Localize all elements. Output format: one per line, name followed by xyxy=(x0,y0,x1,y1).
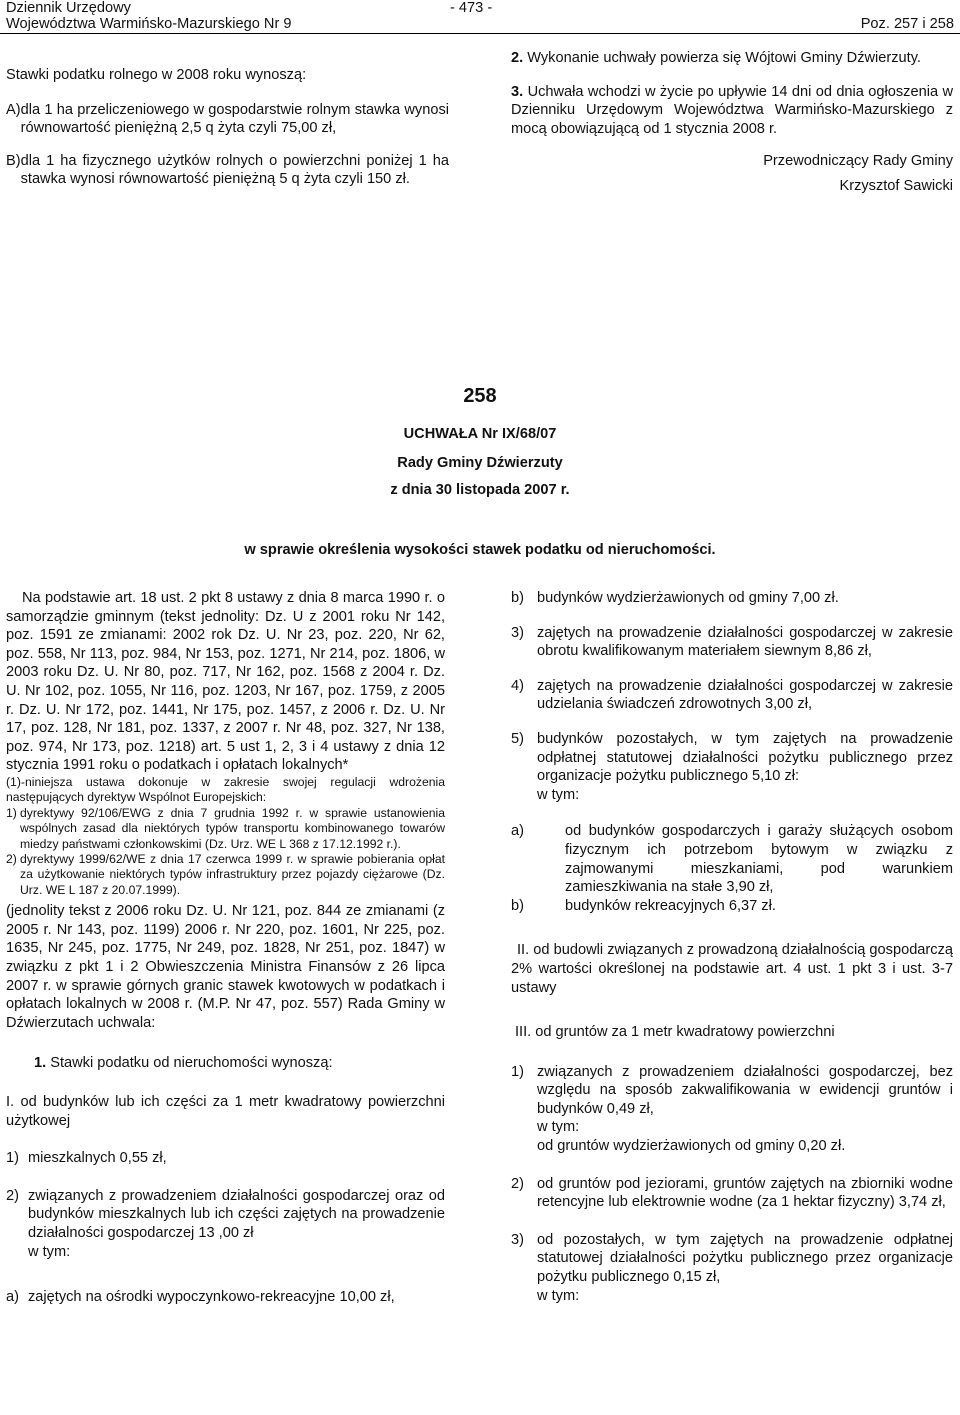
act-issuer: Rady Gminy Dźwierzuty xyxy=(397,455,563,471)
item-I-2 xyxy=(6,1187,445,1243)
act-subject: w sprawie określenia wysokości stawek podatku od nieruchomości. xyxy=(244,542,716,558)
section-text: Stawki podatku od nieruchomości wynoszą: xyxy=(50,1055,333,1072)
section-text: Uchwała wchodzi w życie po upływie 14 dni od dnia ogłoszenia w Dzienniku Urzędowym Województwa Warmińsko-Mazurskiego z mocą obowiązującą od 1 stycznia 2008 r. xyxy=(511,83,953,137)
footnote-intro: (1)-niniejsza ustawa dokonuje w zakresie swojej regulacji wdrożenia następujących dyrektyw Wspólnot Europejskich: xyxy=(6,774,445,805)
item-label: A) xyxy=(6,101,21,118)
item-III-1 xyxy=(511,1063,953,1119)
category-III: III. od gruntów za 1 metr kwadratowy powierzchni xyxy=(515,1024,835,1041)
rate-item-b xyxy=(6,152,449,189)
main-right-column xyxy=(511,589,953,1305)
item-III-1-sub: od gruntów wydzierżawionych od gminy 0,20 zł. xyxy=(537,1138,846,1155)
item-text: budynków wydzierżawionych od gminy 7,00 zł. xyxy=(537,590,839,606)
item-I-2-a xyxy=(6,1288,445,1307)
header-rule xyxy=(0,33,960,34)
footnote-label: 1) xyxy=(6,805,17,820)
item-label: a) xyxy=(6,1289,19,1306)
section-1 xyxy=(6,1054,445,1073)
act-number: 258 xyxy=(463,385,497,407)
item-text: od gruntów pod jeziorami, gruntów zajętych na zbiorniki wodne retencyjne lub elektrownie wodne (za 1 hektar fizyczny) 3,74 zł, xyxy=(537,1175,953,1211)
item-text: zajętych na ośrodki wypoczynkowo-rekreacyjne 10,00 zł, xyxy=(28,1289,395,1306)
main-left-column xyxy=(6,589,445,1307)
position-ref: Poz. 257 i 258 xyxy=(860,16,954,32)
section-number: 2. xyxy=(511,50,524,66)
item-label: 3) xyxy=(511,1231,524,1248)
item-text: zajętych na prowadzenie działalności gospodarczej w zakresie obrotu kwalifikowanym materiałem siewnym 8,86 zł, xyxy=(537,624,953,660)
legal-basis-continued: (jednolity tekst z 2006 roku Dz. U. Nr 121, poz. 844 ze zmianami (z 2005 r. Nr 143, poz. 1199) 2006 r. Nr 220, poz. 1601, Nr 225, poz. 1635, Nr 245, poz. 1775, Nr 249, poz. 1828, Nr 251, poz. 1847) w związku z pkt 1 i 2 Obwieszczenia Ministra Finansów z 26 lipca 2007 r. w sprawie górnych granic stawek kwotowych w podatkach i opłatach lokalnych w 2008 r. (M.P. Nr 47, poz. 557) Rada Gminy w Dźwierzutach uchwala: xyxy=(6,903,445,1031)
footnote-text: dyrektywy 1999/62/WE z dnia 17 czerwca 1999 r. w sprawie pobierania opłat za użytkowanie niektórych typów infrastruktury przez pojazdy ciężarowe (Dz. Urz. WE L 187 z 20.07.1999). xyxy=(20,851,445,897)
journal-title: Dziennik Urzędowy xyxy=(6,0,131,16)
item-label: B) xyxy=(6,152,21,169)
item-label: 2) xyxy=(6,1187,19,1204)
item-label: b) xyxy=(511,590,524,606)
item-label: 4) xyxy=(511,677,524,694)
section-3 xyxy=(511,83,953,139)
item-text: zajętych na prowadzenie działalności gospodarczej w zakresie udzielania świadczeń zdrowotnych 3,00 zł, xyxy=(537,677,953,713)
item-III-3-wtym: w tym: xyxy=(537,1287,580,1304)
item-I-5-wtym: w tym: xyxy=(537,786,580,803)
item-text: związanych z prowadzeniem działalności gospodarczej oraz od budynków mieszkalnych lub ich części zajętych na prowadzenie działalności gospodarczej 13 ,00 zł xyxy=(28,1187,445,1241)
act-date: z dnia 30 listopada 2007 r. xyxy=(390,482,570,498)
item-text: mieszkalnych 0,55 zł, xyxy=(28,1150,167,1167)
item-label: 1) xyxy=(6,1150,19,1167)
item-III-1-wtym: w tym: xyxy=(537,1119,580,1136)
category-I: I. od budynków lub ich części za 1 metr kwadratowy powierzchni użytkowej xyxy=(6,1093,445,1129)
rate-item-a xyxy=(6,101,449,138)
item-label: a) xyxy=(511,823,524,840)
item-text: budynków pozostałych, w tym zajętych na prowadzenie odpłatnej statutowej działalności pożytku publicznego przez organizacje pożytku publicznego 5,10 zł: xyxy=(537,730,953,785)
page-number: - 473 - xyxy=(450,0,493,16)
item-I-3 xyxy=(511,624,953,661)
signature-name: Krzysztof Sawicki xyxy=(839,177,953,194)
item-I-5-a xyxy=(511,822,953,896)
prev-act-left xyxy=(6,66,449,189)
item-label: 1) xyxy=(511,1063,524,1080)
item-text: związanych z prowadzeniem działalności gospodarczej, bez względu na sposób zakwalifikowania w ewidencji gruntów i budynków 0,49 zł, xyxy=(537,1063,953,1117)
item-label: 2) xyxy=(511,1175,524,1192)
act-title: UCHWAŁA Nr IX/68/07 xyxy=(403,426,557,442)
section-number: 1. xyxy=(34,1055,47,1072)
item-text: dla 1 ha przeliczeniowego w gospodarstwie rolnym stawka wynosi równowartość pieniężną 2,5 q żyta czyli 75,00 zł, xyxy=(20,101,449,137)
signature-role: Przewodniczący Rady Gminy xyxy=(763,153,953,170)
footnote-1 xyxy=(6,806,445,852)
section-2 xyxy=(511,49,953,68)
journal-voivodeship: Województwa Warmińsko-Mazurskiego Nr 9 xyxy=(6,16,292,32)
legal-basis: Na podstawie art. 18 ust. 2 pkt 8 ustawy z dnia 8 marca 1990 r. o samorządzie gminnym (tekst jednolity: Dz. U z 2001 roku Nr 142, poz. 1591 ze zmianami: 2002 rok Dz. U. Nr 23, poz. 220, Nr 62, poz. 558, Nr 113, poz. 984, Nr 153, poz. 1271, Nr 214, poz. 1806, w 2003 roku Dz. U. Nr 80, poz. 717, Nr 162, poz. 1568 z 2004 r. Dz. U. Nr 102, poz. 1055, Nr 116, poz. 1203, Nr 167, poz. 1759, z 2005 r. Dz. U. Nr 172, poz. 1441, Nr 175, poz. 1457, z 2006 r. Dz. U. Nr 17, poz. 128, Nr 181, poz. 1337, z 2007 r. Nr 48, poz. 327, Nr 138, poz. 974, Nr 173, poz. 1218) art. 5 ust 1, 2, 3 i 4 ustawy z dnia 12 stycznia 1991 roku o podatkach i opłatach lokalnych* xyxy=(6,590,445,774)
item-text: od pozostałych, w tym zajętych na prowadzenie odpłatnej statutowej działalności pożytku publicznego przez organizacje pożytku publicznego 0,15 zł, xyxy=(537,1231,953,1286)
item-I-2-b xyxy=(511,589,953,608)
category-II: II. od budowli związanych z prowadzoną działalnością gospodarczą 2% wartości określonej na podstawie art. 4 ust. 1 pkt 3 i ust. 3-7 ustawy xyxy=(511,942,953,996)
item-III-3 xyxy=(511,1231,953,1287)
item-label: b) xyxy=(511,897,524,914)
footnote-2 xyxy=(6,852,445,898)
section-text: Wykonanie uchwały powierza się Wójtowi Gminy Dźwierzuty. xyxy=(527,50,921,66)
footnote-label: 2) xyxy=(6,851,17,866)
item-I-4 xyxy=(511,677,953,714)
item-I-5 xyxy=(511,730,953,786)
rates-intro: Stawki podatku rolnego w 2008 roku wynoszą: xyxy=(6,67,307,83)
item-text: dla 1 ha fizycznego użytków rolnych o powierzchni poniżej 1 ha stawka wynosi równowartość pieniężną 5 q żyta czyli 150 zł. xyxy=(20,152,449,188)
item-label: 3) xyxy=(511,624,524,641)
item-text: budynków rekreacyjnych 6,37 zł. xyxy=(565,897,776,914)
item-I-1 xyxy=(6,1149,445,1168)
prev-act-right xyxy=(511,49,953,196)
footnote-text: dyrektywy 92/106/EWG z dnia 7 grudnia 1992 r. w sprawie ustanowienia wspólnych zasad dla niektórych typów transportu kombinowanego towarów miedzy państwami członkowskimi (Dz. Urz. WE L 368 z 17.12.1992 r.). xyxy=(20,805,445,851)
section-number: 3. xyxy=(511,83,524,100)
item-label: 5) xyxy=(511,730,524,747)
item-III-2 xyxy=(511,1175,953,1212)
item-I-2-wtym: w tym: xyxy=(28,1243,71,1260)
item-I-5-b xyxy=(511,897,953,916)
item-text: od budynków gospodarczych i garaży służących osobom fizycznym ich potrzebom bytowym w związku z zajmowanymi mieszkaniami, pod warunkiem zamieszkiwania na stałe 3,90 zł, xyxy=(565,823,953,896)
